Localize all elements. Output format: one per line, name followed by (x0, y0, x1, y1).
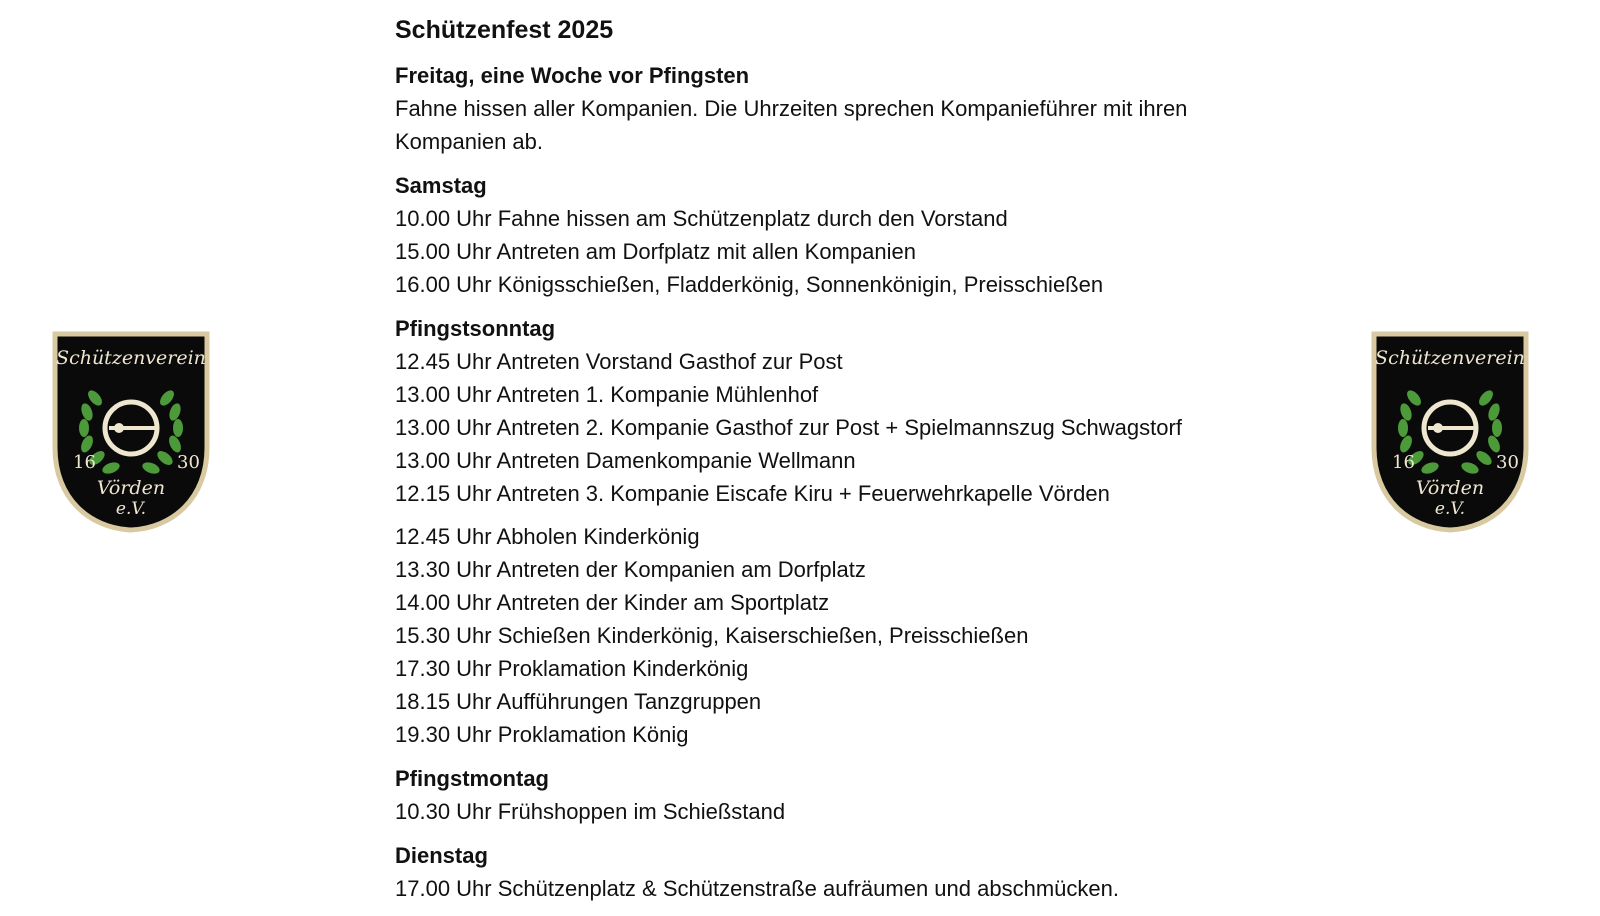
emblem-text-top: Schützenverein (56, 347, 206, 369)
club-emblem-left (51, 330, 211, 534)
schedule-line: 15.00 Uhr Antreten am Dorfplatz mit allen Kompanien (395, 239, 916, 264)
emblem-year-left: 16 (73, 452, 96, 473)
schedule-line: 19.30 Uhr Proklamation König (395, 722, 689, 747)
emblem-text-bottom-2: e.V. (115, 499, 147, 519)
schedule-line: 10.00 Uhr Fahne hissen am Schützenplatz durch den Vorstand (395, 206, 1008, 231)
schedule-line: 18.15 Uhr Aufführungen Tanzgruppen (395, 689, 762, 714)
section-heading: Dienstag (395, 843, 488, 868)
emblem-text-bottom-1: Vörden (96, 477, 166, 499)
emblem-year-right: 30 (1496, 452, 1519, 473)
schedule-line: 10.30 Uhr Frühshoppen im Schießstand (395, 799, 786, 824)
section-freitag (395, 59, 1295, 158)
schedule-line: 13.00 Uhr Antreten 2. Kompanie Gasthof zur Post + Spielmannszug Schwagstorf (395, 415, 1182, 440)
emblem-text-top: Schützenverein (1375, 347, 1525, 369)
schedule-line: 17.30 Uhr Proklamation Kinderkönig (395, 656, 749, 681)
section-heading: Freitag, eine Woche vor Pfingsten (395, 63, 750, 88)
section-pfingstmontag (395, 762, 1295, 828)
schedule-document (395, 14, 1295, 916)
schedule-line: 12.45 Uhr Abholen Kinderkönig (395, 524, 700, 549)
schedule-line: 17.00 Uhr Schützenplatz & Schützenstraße aufräumen und abschmücken. (395, 876, 1119, 901)
section-heading: Pfingstsonntag (395, 316, 556, 341)
schedule-line: 16.00 Uhr Königsschießen, Fladderkönig, Sonnenkönigin, Preisschießen (395, 272, 1104, 297)
schedule-line: 12.45 Uhr Antreten Vorstand Gasthof zur Post (395, 349, 843, 374)
section-samstag (395, 169, 1295, 301)
section-text: Fahne hissen aller Kompanien. Die Uhrzeiten sprechen Kompanieführer mit ihren Kompanien ab. (395, 96, 1188, 154)
schedule-line: 12.15 Uhr Antreten 3. Kompanie Eiscafe Kiru + Feuerwehrkapelle Vörden (395, 481, 1110, 506)
emblem-text-bottom-2: e.V. (1434, 499, 1466, 519)
section-heading: Pfingstmontag (395, 766, 549, 791)
page-title: Schützenfest 2025 (395, 16, 614, 44)
section-dienstag (395, 839, 1295, 905)
emblem-text-bottom-1: Vörden (1415, 477, 1485, 499)
club-emblem-right (1370, 330, 1530, 534)
schedule-line: 14.00 Uhr Antreten der Kinder am Sportplatz (395, 590, 830, 615)
group-spacer (395, 510, 1295, 520)
shield-logo-icon (1370, 330, 1530, 534)
schedule-line: 15.30 Uhr Schießen Kinderkönig, Kaiserschießen, Preisschießen (395, 623, 1029, 648)
schedule-line: 13.30 Uhr Antreten der Kompanien am Dorfplatz (395, 557, 866, 582)
schedule-line: 13.00 Uhr Antreten Damenkompanie Wellmann (395, 448, 856, 473)
emblem-year-left: 16 (1392, 452, 1415, 473)
section-heading: Samstag (395, 173, 487, 198)
section-pfingstsonntag (395, 312, 1295, 751)
emblem-year-right: 30 (177, 452, 200, 473)
shield-logo-icon (51, 330, 211, 534)
schedule-line: 13.00 Uhr Antreten 1. Kompanie Mühlenhof (395, 382, 819, 407)
